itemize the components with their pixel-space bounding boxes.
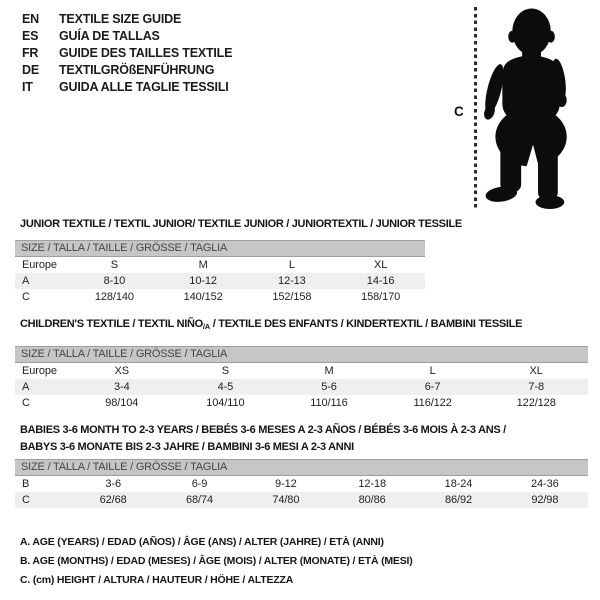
size-cell: 6-7: [424, 381, 441, 393]
size-header-bar: SIZE / TALLA / TAILLE / GRÖSSE / TAGLIA: [15, 240, 425, 257]
size-cell: 140/152: [183, 291, 223, 303]
children-title-pre: CHILDREN'S TEXTILE / TEXTIL NIÑO: [20, 318, 203, 330]
language-code: ES: [22, 29, 39, 43]
language-row: [22, 62, 232, 79]
junior-size-table: [15, 240, 425, 305]
baby-silhouette-icon: [483, 6, 593, 214]
size-cell: 74/80: [272, 494, 300, 506]
row-label: C: [22, 494, 30, 506]
size-cell: 122/128: [516, 397, 556, 409]
size-cell: 98/104: [105, 397, 139, 409]
size-cell: 152/158: [272, 291, 312, 303]
size-header-bar: SIZE / TALLA / TAILLE / GRÖSSE / TAGLIA: [15, 459, 588, 476]
size-cell: S: [110, 259, 118, 271]
language-row: [22, 11, 232, 28]
size-cell: 4-5: [217, 381, 234, 393]
row-label: C: [22, 291, 30, 303]
babies-size-table: [15, 459, 588, 508]
table-rows: [15, 363, 588, 411]
table-row: [15, 492, 588, 508]
language-row: [22, 28, 232, 45]
language-label: TEXTILE SIZE GUIDE: [59, 12, 182, 26]
language-code: EN: [22, 12, 39, 26]
footnote-line: A. AGE (YEARS) / EDAD (AÑOS) / ÂGE (ANS) / ALTER (JAHRE) / ETÀ (ANNI): [20, 536, 384, 548]
size-header-bar: SIZE / TALLA / TAILLE / GRÖSSE / TAGLIA: [15, 346, 588, 363]
size-cell: XL: [529, 365, 543, 377]
size-cell: 62/68: [99, 494, 127, 506]
table-row: [15, 476, 588, 492]
language-row: [22, 45, 232, 62]
size-cell: 68/74: [185, 494, 213, 506]
size-cell: 10-12: [189, 275, 217, 287]
size-cell: 116/122: [413, 397, 452, 409]
table-row: [15, 257, 425, 273]
children-size-table: [15, 346, 588, 411]
size-cell: 80/86: [358, 494, 386, 506]
height-measure-label: C: [454, 104, 464, 119]
table-row: [15, 395, 588, 411]
size-cell: 6-9: [191, 478, 208, 490]
footnote-line: C. (cm) HEIGHT / ALTURA / HAUTEUR / HÖHE / ALTEZZA: [20, 574, 294, 586]
junior-table-title-text: JUNIOR TEXTILE / TEXTIL JUNIOR/ TEXTILE JUNIOR / JUNIORTEXTIL / JUNIOR TESSILE: [20, 218, 462, 230]
size-cell: L: [288, 259, 295, 271]
table-rows: [15, 257, 425, 305]
language-label: GUIDA ALLE TAGLIE TESSILI: [59, 80, 229, 94]
size-cell: 14-16: [366, 275, 395, 287]
size-cell: XS: [114, 365, 130, 377]
babies-title-line1: BABIES 3-6 MONTH TO 2-3 YEARS / BEBÉS 3-6 MESES A 2-3 AÑOS / BÉBÉS 3-6 MOIS À 2-3 ANS /: [20, 424, 506, 436]
language-code: IT: [22, 80, 33, 94]
children-title-post: / TEXTILE DES ENFANTS / KINDERTEXTIL / BAMBINI TESSILE: [210, 318, 523, 330]
table-row: [15, 273, 425, 289]
size-cell: 3-6: [105, 478, 121, 490]
language-label: GUIDE DES TAILLES TEXTILE: [59, 46, 233, 60]
size-cell: 8-10: [103, 275, 126, 287]
table-row: [15, 289, 425, 305]
size-cell: 18-24: [444, 478, 473, 490]
row-label: B: [22, 478, 30, 490]
baby-figure: [448, 0, 600, 220]
height-measure-dotted-line: [474, 7, 477, 208]
footnote-line: B. AGE (MONTHS) / EDAD (MESES) / ÂGE (MOIS) / ALTER (MONATE) / ETÀ (MESI): [20, 555, 413, 567]
row-label: A: [22, 275, 30, 287]
row-label: A: [22, 381, 30, 393]
table-rows: [15, 476, 588, 508]
table-row: [15, 363, 588, 379]
language-code: DE: [22, 63, 39, 77]
language-code: FR: [22, 46, 39, 60]
babies-title-line2: BABYS 3-6 MONATE BIS 2-3 JAHRE / BAMBINI 3-6 MESI A 2-3 ANNI: [20, 441, 354, 453]
size-cell: 104/110: [206, 397, 245, 409]
language-row: [22, 79, 232, 96]
children-table-title: [20, 316, 522, 335]
language-label: GUÍA DE TALLAS: [59, 29, 160, 43]
legend-footnotes: [20, 533, 413, 590]
size-cell: M: [198, 259, 208, 271]
table-row: [15, 379, 588, 395]
language-label: TEXTILGRÖßENFÜHRUNG: [59, 63, 215, 77]
size-cell: 5-6: [321, 381, 337, 393]
size-cell: L: [429, 365, 436, 377]
language-title-list: [22, 11, 232, 96]
size-cell: 158/170: [361, 291, 401, 303]
size-cell: 128/140: [94, 291, 134, 303]
size-cell: 92/98: [531, 494, 559, 506]
row-label: C: [22, 397, 30, 409]
size-cell: 9-12: [275, 478, 297, 490]
babies-table-title: [20, 422, 506, 456]
row-label: Europe: [22, 365, 57, 377]
size-cell: 12-13: [278, 275, 306, 287]
junior-table-title: [20, 216, 462, 233]
row-label: Europe: [22, 259, 57, 271]
size-cell: M: [324, 365, 334, 377]
size-cell: XL: [373, 259, 388, 271]
children-title-subscript: /A: [202, 322, 210, 331]
size-cell: 86/92: [444, 494, 472, 506]
size-cell: 110/116: [310, 397, 348, 409]
size-cell: 7-8: [528, 381, 544, 393]
size-cell: 12-18: [358, 478, 386, 490]
size-cell: 24-36: [531, 478, 559, 490]
size-cell: 3-4: [113, 381, 130, 393]
size-cell: S: [221, 365, 230, 377]
